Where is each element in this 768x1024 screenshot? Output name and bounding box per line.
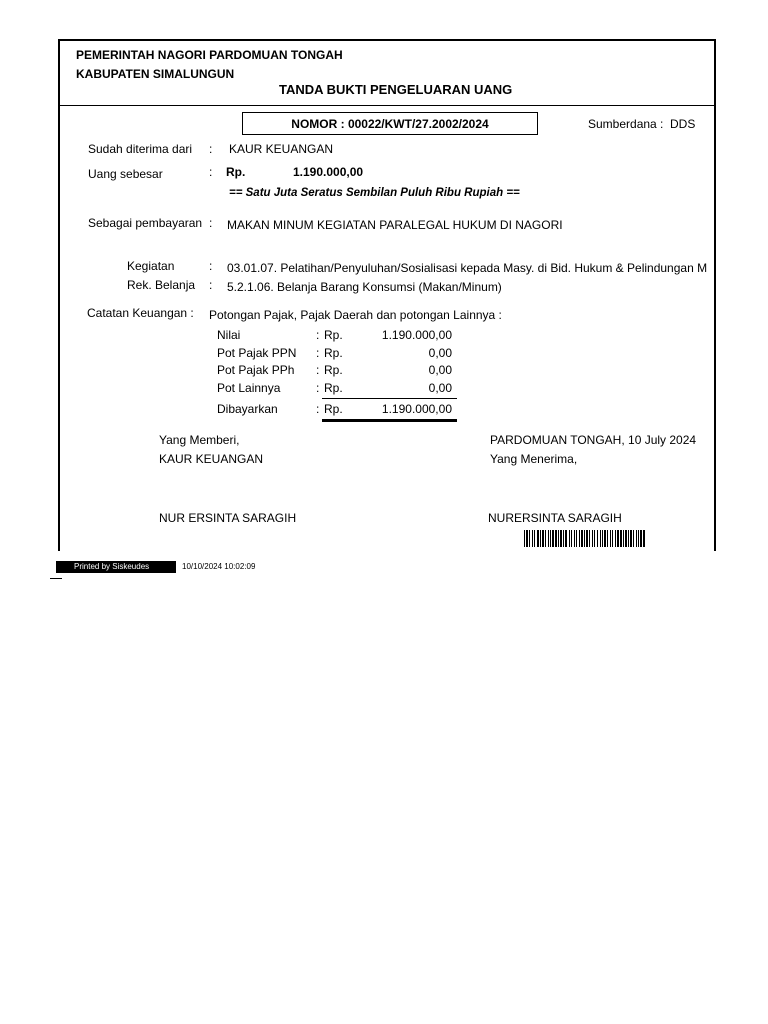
document-number: NOMOR : 00022/KWT/27.2002/2024 [242, 112, 538, 135]
colon: : [316, 328, 320, 342]
ppn-amount: 0,00 [428, 346, 452, 360]
header-divider [58, 105, 714, 106]
amount-in-words: == Satu Juta Seratus Sembilan Puluh Ribu Rupiah == [229, 187, 520, 199]
colon: : [209, 278, 213, 292]
amount-value: 1.190.000,00 [293, 165, 364, 179]
nilai-currency: Rp. [324, 328, 343, 342]
expense-account-value: 5.2.1.06. Belanja Barang Konsumsi (Makan/Minum) [227, 280, 502, 294]
colon: : [316, 363, 320, 377]
colon: : [316, 346, 320, 360]
received-from-value: KAUR KEUANGAN [229, 142, 334, 156]
ppn-label: Pot Pajak PPN [217, 346, 297, 360]
activity-value: 03.01.07. Pelatihan/Penyuluhan/Sosialisasi kepada Masy. di Bid. Hukum & Pelindungan M [227, 261, 708, 275]
expense-account-label: Rek. Belanja [127, 278, 196, 292]
pph-label: Pot Pajak PPh [217, 363, 295, 377]
paid-amount: 1.190.000,00 [381, 402, 452, 416]
nilai-label: Nilai [217, 328, 241, 342]
payment-for-label: Sebagai pembayaran [88, 216, 203, 230]
ppn-currency: Rp. [324, 346, 343, 360]
other-deduction-amount: 0,00 [428, 381, 452, 395]
other-deduction-currency: Rp. [324, 381, 343, 395]
finance-notes-label: Catatan Keuangan : [87, 306, 194, 320]
giver-label: Yang Memberi, [159, 433, 240, 447]
other-deduction-label: Pot Lainnya [217, 381, 281, 395]
barcode-bar [645, 530, 646, 547]
giver-position: KAUR KEUANGAN [159, 452, 264, 466]
receiver-label: Yang Menerima, [490, 452, 578, 466]
received-from-label: Sudah diterima dari [88, 142, 193, 156]
printed-timestamp: 10/10/2024 10:02:09 [182, 562, 256, 571]
total-double-rule [322, 419, 457, 422]
sumberdana-label: Sumberdana : [588, 117, 664, 131]
paid-currency: Rp. [324, 402, 343, 416]
org-name: PEMERINTAH NAGORI PARDOMUAN TONGAH [76, 48, 343, 62]
giver-name: NUR ERSINTA SARAGIH [159, 511, 297, 525]
corner-mark [50, 578, 62, 579]
pph-amount: 0,00 [428, 363, 452, 377]
amount-label: Uang sebesar [88, 167, 163, 181]
payment-for-value: MAKAN MINUM KEGIATAN PARALEGAL HUKUM DI NAGORI [227, 218, 563, 232]
amount-currency: Rp. [226, 165, 246, 179]
activity-label: Kegiatan [127, 259, 175, 273]
place-date: PARDOMUAN TONGAH, 10 July 2024 [490, 433, 697, 447]
document-title: TANDA BUKTI PENGELUARAN UANG [279, 82, 513, 97]
colon: : [316, 381, 320, 395]
printed-by-label: Printed by Siskeudes [56, 561, 176, 573]
colon: : [209, 216, 213, 230]
finance-notes-intro: Potongan Pajak, Pajak Daerah dan potongan Lainnya : [209, 308, 502, 322]
total-rule [322, 398, 457, 399]
colon: : [209, 165, 213, 179]
colon: : [316, 402, 320, 416]
colon: : [209, 259, 213, 273]
receiver-name: NURERSINTA SARAGIH [488, 511, 622, 525]
paid-label: Dibayarkan [217, 402, 278, 416]
sumberdana-value: DDS [670, 117, 696, 131]
barcode [524, 530, 699, 547]
colon: : [209, 142, 213, 156]
nilai-amount: 1.190.000,00 [381, 328, 452, 342]
pph-currency: Rp. [324, 363, 343, 377]
org-regency: KABUPATEN SIMALUNGUN [76, 67, 235, 81]
